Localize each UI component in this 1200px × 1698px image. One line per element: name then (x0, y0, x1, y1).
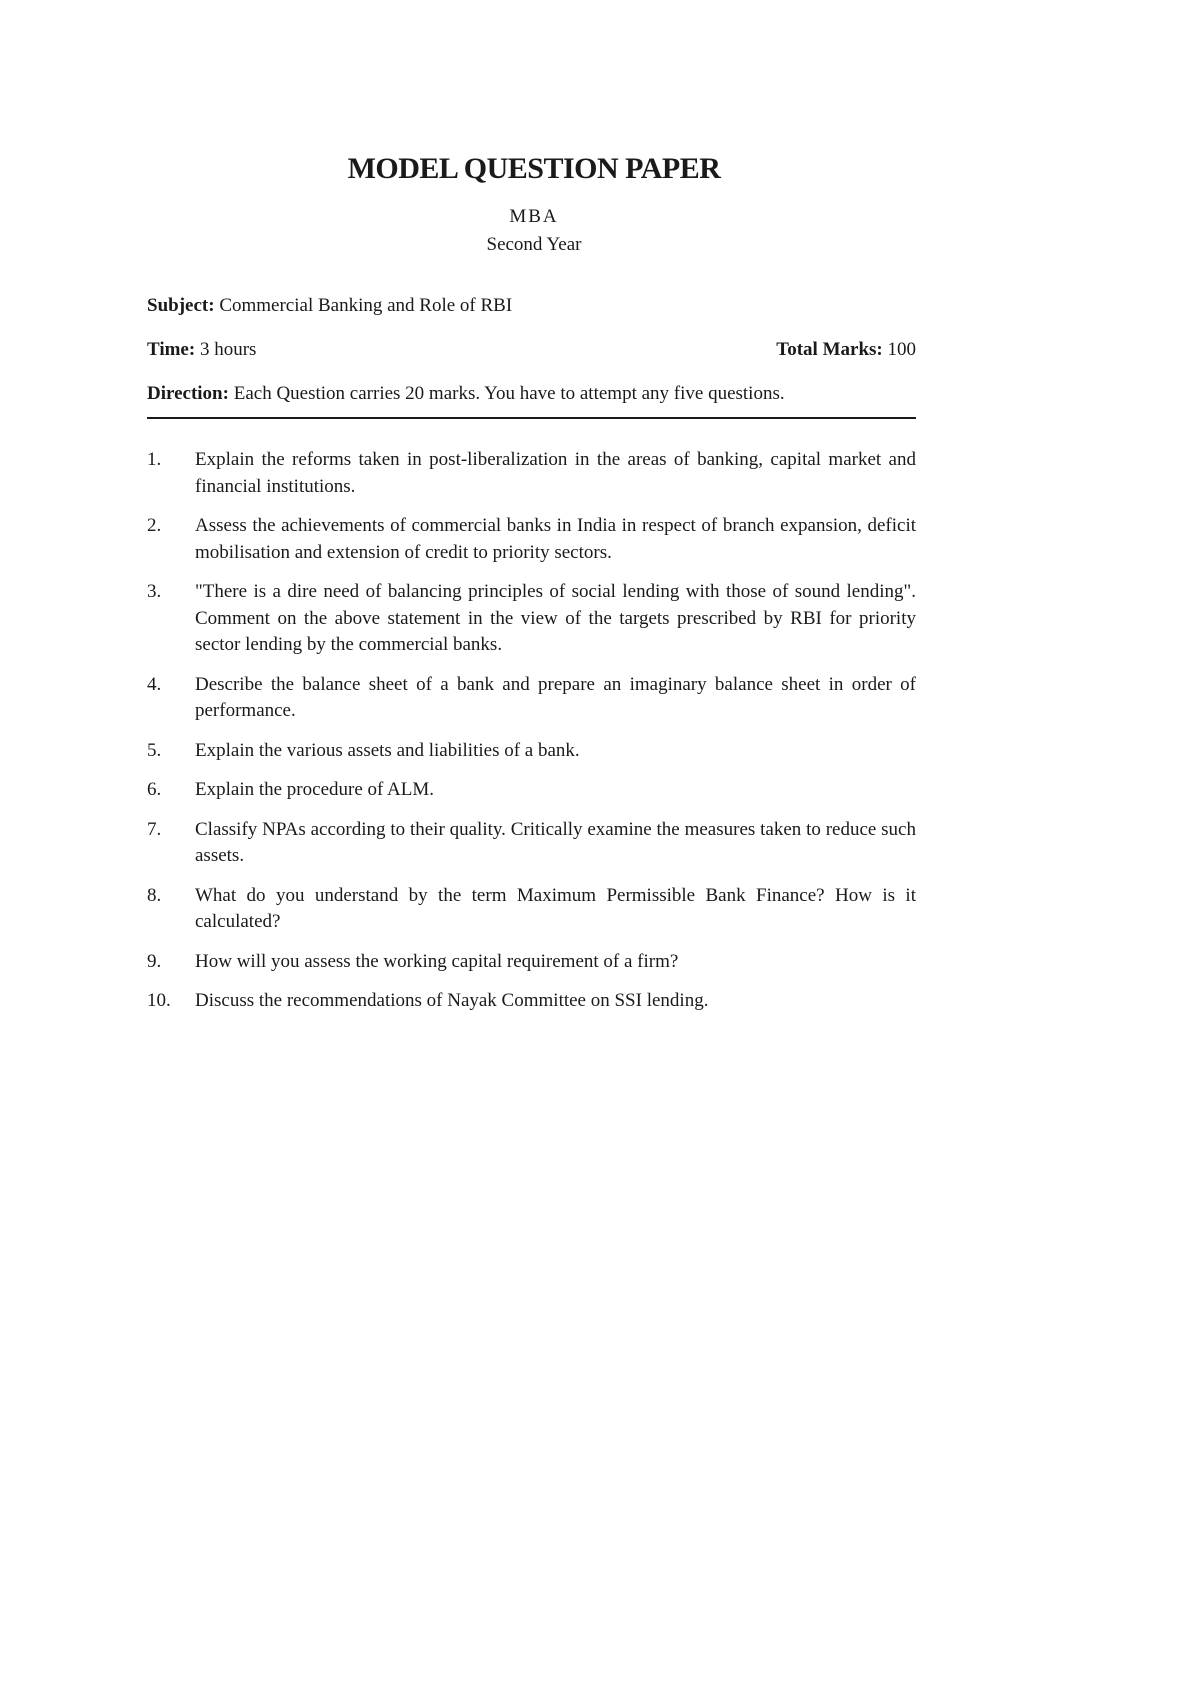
question-number: 5. (147, 739, 162, 761)
paper-title: MODEL QUESTION PAPER (347, 152, 721, 185)
time-marks-line (147, 339, 916, 361)
marks-label: Total Marks: (776, 339, 883, 360)
program-year: Second Year (486, 234, 582, 255)
question-list (147, 447, 916, 1028)
question-text: "There is a dire need of balancing principles of social lending with those of sound lending". Comment on the above statement in the view of the targets prescribed by RBI for priority sector lending by the commercial banks. (195, 581, 916, 655)
question-number: 10. (147, 990, 171, 1011)
question-number: 3. (147, 581, 162, 602)
question-text: How will you assess the working capital requirement of a firm? (195, 950, 679, 972)
subject-label: Subject: (147, 295, 215, 316)
subject-line (147, 295, 916, 317)
time-value: 3 hours (199, 339, 257, 360)
question-number: 7. (147, 818, 162, 840)
question-text: Explain the reforms taken in post-liberalization in the areas of banking, capital market and financial institutions. (195, 449, 916, 497)
question-item (147, 579, 916, 659)
program-name: MBA (509, 206, 559, 227)
question-text: Assess the achievements of commercial banks in India in respect of branch expansion, deficit mobilisation and extension of credit to priority sectors. (195, 515, 916, 563)
header-divider (147, 417, 916, 419)
direction-label: Direction: (147, 383, 229, 404)
question-number: 6. (147, 779, 162, 800)
time-label: Time: (147, 339, 196, 360)
question-item (147, 883, 916, 936)
question-number: 9. (147, 950, 162, 972)
question-number: 8. (147, 884, 162, 906)
direction-line (147, 383, 916, 405)
subject-value: Commercial Banking and Role of RBI (219, 295, 513, 316)
marks-value: 100 (887, 339, 916, 360)
question-text: Explain the various assets and liabilities of a bank. (195, 739, 580, 761)
question-item (147, 447, 916, 500)
question-text: Describe the balance sheet of a bank and prepare an imaginary balance sheet in order of performance. (195, 673, 916, 721)
question-item (147, 777, 916, 804)
question-text: Classify NPAs according to their quality. Critically examine the measures taken to reduce such assets. (195, 818, 916, 866)
question-text: Discuss the recommendations of Nayak Committee on SSI lending. (195, 990, 709, 1011)
question-item (147, 672, 916, 725)
direction-value: Each Question carries 20 marks. You have to attempt any five questions. (233, 383, 785, 404)
question-item (147, 988, 916, 1015)
marks-info (776, 339, 916, 361)
question-item (147, 513, 916, 566)
question-item (147, 817, 916, 870)
question-item (147, 738, 916, 765)
question-text: What do you understand by the term Maximum Permissible Bank Finance? How is it calculated? (195, 884, 916, 932)
question-text: Explain the procedure of ALM. (195, 779, 435, 800)
question-number: 2. (147, 515, 162, 536)
question-number: 4. (147, 673, 162, 695)
question-item (147, 949, 916, 976)
time-info (147, 339, 256, 361)
question-number: 1. (147, 449, 162, 470)
